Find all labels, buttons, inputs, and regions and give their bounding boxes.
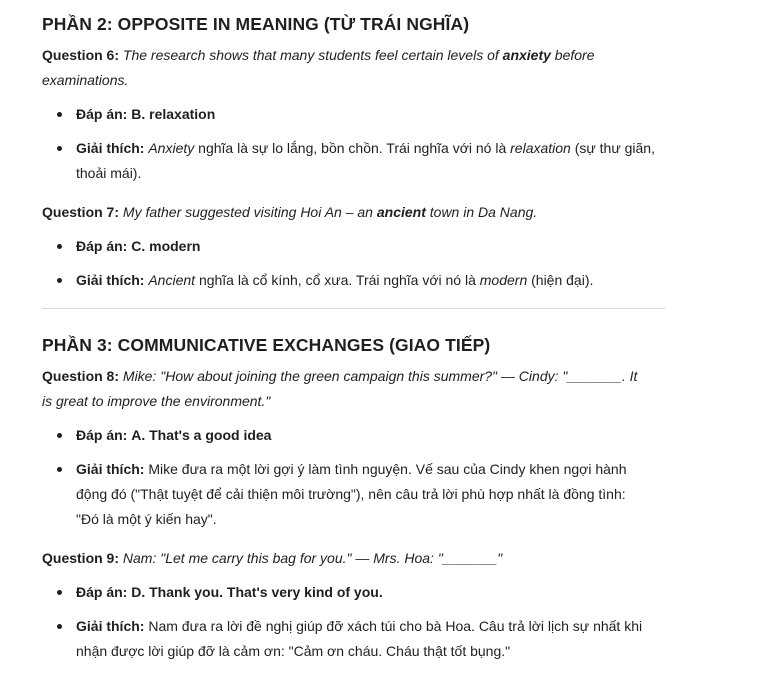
question-6-explanation	[42, 136, 665, 186]
question-8-answer	[42, 423, 665, 448]
question-7-text-a: My father suggested visiting Hoi An – an	[122, 204, 373, 220]
question-8-line-1: Mike: "How about joining the green campaign this summer?" — Cindy: "_______. It	[122, 368, 638, 384]
question-6-text-a: The research shows that many students feel certain levels of	[122, 47, 499, 63]
explain-word-2: relaxation	[510, 140, 571, 156]
answer-label: Đáp án:	[76, 584, 128, 600]
bullet	[57, 278, 62, 283]
question-6-text-b: before examinations.	[42, 47, 595, 88]
question-6-list	[42, 102, 665, 186]
explain-line-2: nhận được lời giúp đỡ là cảm ơn: "Cảm ơn cháu. Cháu thật tốt bụng."	[76, 643, 511, 659]
bullet	[57, 590, 62, 595]
answer-value: C. modern	[131, 238, 201, 254]
question-9-text: Nam: "Let me carry this bag for you." — Mrs. Hoa: "_______"	[122, 550, 503, 566]
part2-heading: PHẦN 2: OPPOSITE IN MEANING (TỪ TRÁI NGHĨA)	[42, 14, 470, 34]
bullet	[57, 467, 62, 472]
explain-label: Giải thích:	[76, 461, 145, 477]
explain-label: Giải thích:	[76, 140, 145, 156]
answer-value: A. That's a good idea	[131, 427, 272, 443]
question-8-list	[42, 423, 665, 532]
bullet	[57, 244, 62, 249]
answer-value: B. relaxation	[131, 106, 216, 122]
explain-word-1: Ancient	[148, 272, 196, 288]
question-7-list	[42, 234, 665, 293]
document-content	[42, 12, 665, 664]
explain-word-2: modern	[479, 272, 528, 288]
bullet	[57, 433, 62, 438]
question-6	[42, 43, 665, 93]
explain-text-2: (sự thư giãn, thoải mái).	[76, 140, 655, 181]
question-9	[42, 546, 665, 571]
explain-line-1: Mike đưa ra một lời gợi ý làm tình nguyện. Vế sau của Cindy khen ngợi hành	[148, 461, 627, 477]
question-7-text-b: town in Da Nang.	[429, 204, 538, 220]
answer-value: D. Thank you. That's very kind of you.	[131, 584, 383, 600]
question-7-answer	[42, 234, 665, 259]
explain-text-2: (hiện đại).	[531, 272, 594, 288]
question-7	[42, 200, 665, 225]
question-8-explanation	[42, 457, 665, 532]
bullet	[57, 112, 62, 117]
explain-label: Giải thích:	[76, 272, 145, 288]
answer-label: Đáp án:	[76, 238, 128, 254]
section-divider	[42, 308, 665, 309]
question-9-label: Question 9:	[42, 550, 120, 566]
question-6-answer	[42, 102, 665, 127]
part3-heading: PHẦN 3: COMMUNICATIVE EXCHANGES (GIAO TIẾP)	[42, 335, 491, 355]
question-9-explanation	[42, 614, 665, 664]
question-8-line-2: is great to improve the environment."	[42, 393, 271, 409]
explain-line-3: "Đó là một ý kiến hay".	[76, 511, 217, 527]
question-8-label: Question 8:	[42, 368, 120, 384]
answer-label: Đáp án:	[76, 427, 128, 443]
question-9-list	[42, 580, 665, 664]
explain-line-2: động đó ("Thật tuyệt để cải thiện môi trường"), nên câu trả lời phù hợp nhất là đồng tình:	[76, 486, 626, 502]
question-8	[42, 364, 665, 414]
question-9-answer	[42, 580, 665, 605]
explain-label: Giải thích:	[76, 618, 145, 634]
question-6-keyword: anxiety	[502, 47, 551, 63]
bullet	[57, 146, 62, 151]
question-6-label: Question 6:	[42, 47, 120, 63]
explain-text-1: nghĩa là sự lo lắng, bồn chồn. Trái nghĩa với nó là	[198, 140, 507, 156]
question-7-label: Question 7:	[42, 204, 120, 220]
answer-label: Đáp án:	[76, 106, 128, 122]
question-7-keyword: ancient	[376, 204, 426, 220]
bullet	[57, 624, 62, 629]
explain-text-1: nghĩa là cổ kính, cổ xưa. Trái nghĩa với nó là	[198, 272, 476, 288]
question-7-explanation	[42, 268, 665, 293]
explain-line-1: Nam đưa ra lời đề nghị giúp đỡ xách túi cho bà Hoa. Câu trả lời lịch sự nhất khi	[148, 618, 643, 634]
explain-word-1: Anxiety	[148, 140, 195, 156]
